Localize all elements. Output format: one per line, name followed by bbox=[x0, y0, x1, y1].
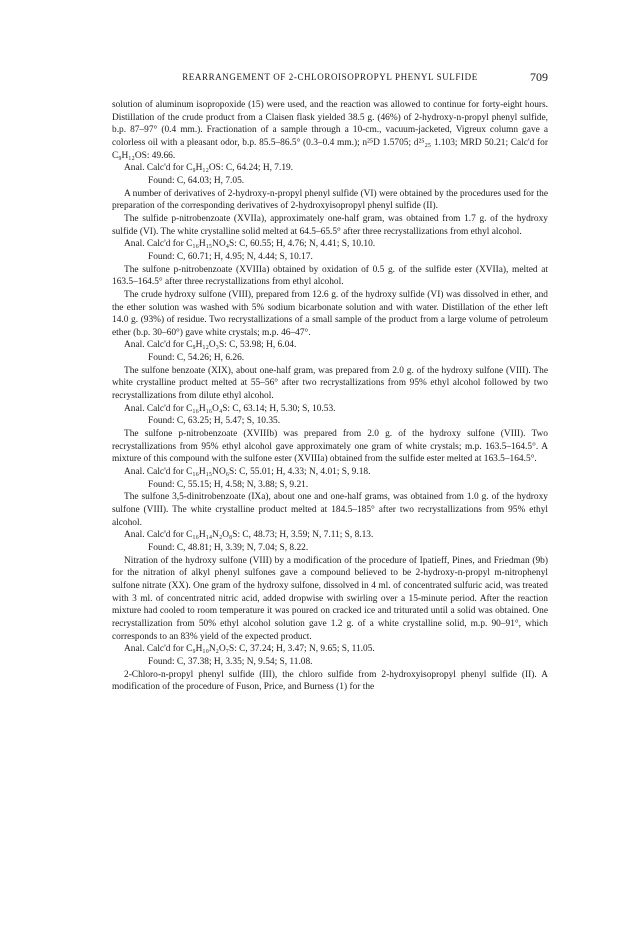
paragraph: Nitration of the hydroxy sulfone (VIII) by a modification of the procedure of Ipatieff, Pines, and Friedman (9b) for the nitration of alkyl phenyl sulfones gave a compound believed to be 2-hydroxy-n-propyl m-nitrophenyl sulfone nitrate (XX). One gram of the hydroxy sulfone, dissolved in 4 ml. of concentrated sulfuric acid, was treated with 3 ml. of concentrated nitric acid, added dropwise with swirling over a 15-minute period. After the reaction mixture had cooled to room temperature it was poured on cracked ice and triturated until a solid was obtained. One recrystallization from 50% ethyl alcohol solution gave 1.2 g. of a white crystalline solid, m.p. 90–91°, which corresponds to an 83% yield of the expected product. bbox=[112, 555, 548, 642]
analysis-found: Found: C, 54.26; H, 6.26. bbox=[148, 353, 245, 364]
analysis-found: Found: C, 64.03; H, 7.05. bbox=[148, 175, 245, 186]
paragraph: The sulfone p-nitrobenzoate (XVIIIb) was prepared from 2.0 g. of the hydroxy sulfone (VIII). Two recrystallizations from 95% ethyl alcohol gave approximately one gram of white crystals; m.p. 163.5–164.5°. A mixture of this compound with the sulfone ester (XVIIIa) obtained from the sulfide ester melted at 163.5–164.5°. bbox=[112, 429, 548, 465]
paragraph: solution of aluminum isopropoxide (15) were used, and the reaction was allowed to continue for forty-eight hours. Distillation of the crude product from a Claisen flask yielded 38.5 g. (46%) of 2-hydroxy-n-propyl phenyl sulfide, b.p. 87–97° (0.4 mm.). Fractionation of a sample through a 10-cm., vacuum-jacketed, Vigreux column gave a colorless oil with a pleasant odor, b.p. 85.5–86.5° (0.3–0.4 mm.); n²⁵D 1.5705; d²⁵₂₅ 1.103; MRD 50.21; Calc'd for C₉H₁₂OS: 49.66. bbox=[112, 100, 548, 161]
analysis-calculated: Anal. Calc'd for C₁₆H₁₆O₄S: C, 63.14; H, 5.30; S, 10.53. bbox=[124, 403, 336, 414]
analysis-calculated: Anal. Calc'd for C₉H₁₂O₃S: C, 53.98; H, 6.04. bbox=[124, 340, 297, 351]
paragraph: The sulfone benzoate (XIX), about one-half gram, was prepared from 2.0 g. of the hydroxy sulfone (VIII). The white crystalline product melted at 55–56° after two recrystallizations from 95% ethyl alcohol followed by two recrystallizations from dilute ethyl alcohol. bbox=[112, 365, 548, 402]
paragraph: The sulfone p-nitrobenzoate (XVIIIa) obtained by oxidation of 0.5 g. of the sulfide ester (XVIIa), melted at 163.5–164.5° after three recrystallizations from ethyl alcohol. bbox=[112, 264, 548, 288]
page-number: 709 bbox=[530, 70, 548, 84]
analysis-found: Found: C, 37.38; H, 3.35; N, 9.54; S, 11.08. bbox=[148, 656, 313, 667]
analysis-found: Found: C, 63.25; H, 5.47; S, 10.35. bbox=[148, 416, 281, 427]
running-head bbox=[112, 72, 548, 82]
analysis-found: Found: C, 48.81; H, 3.39; N, 7.04; S, 8.22. bbox=[148, 542, 309, 553]
analysis-found: Found: C, 55.15; H, 4.58; N, 3.88; S, 9.21. bbox=[148, 479, 309, 490]
paragraph: The crude hydroxy sulfone (VIII), prepared from 12.6 g. of the hydroxy sulfide (VI) was dissolved in ether, and the ether solution was washed with 5% sodium bicarbonate solution and with water. Distillation of the ether left 14.0 g. (93%) of residue. Two recrystallizations of a small sample of the product from a large volume of petroleum ether (b.p. 30–60°) gave white crystals; m.p. 46–47°. bbox=[112, 289, 548, 338]
article-body bbox=[112, 99, 548, 694]
analysis-calculated: Anal. Calc'd for C₉H₁₀N₂O₇S: C, 37.24; H, 3.47; N, 9.65; S, 11.05. bbox=[124, 644, 375, 655]
analysis-calculated: Anal. Calc'd for C₁₆H₁₅NO₄S: C, 60.55; H, 4.76; N, 4.41; S, 10.10. bbox=[124, 239, 376, 250]
paragraph: 2-Chloro-n-propyl phenyl sulfide (III), the chloro sulfide from 2-hydroxyisopropyl phenyl sulfide (II). A modification of the procedure of Fuson, Price, and Burness (1) for the bbox=[112, 669, 548, 693]
paragraph: The sulfone 3,5-dinitrobenzoate (IXa), about one and one-half grams, was obtained from 1.0 g. of the hydroxy sulfone (VIII). The white crystalline product melted at 184.5–185° after two recrystallizations from 95% ethyl alcohol. bbox=[112, 492, 548, 528]
analysis-found: Found: C, 60.71; H, 4.95; N, 4.44; S, 10.17. bbox=[148, 251, 313, 262]
running-head-title: REARRANGEMENT OF 2-CHLOROISOPROPYL PHENYL SULFIDE bbox=[182, 72, 478, 82]
paragraph: A number of derivatives of 2-hydroxy-n-propyl phenyl sulfide (VI) were obtained by the procedures used for the preparation of the corresponding derivatives of 2-hydroxyisopropyl phenyl sulfide (II). bbox=[112, 188, 548, 212]
analysis-calculated: Anal. Calc'd for C₁₆H₁₄N₂O₈S: C, 48.73; H, 3.59; N, 7.11; S, 8.13. bbox=[124, 530, 374, 541]
analysis-calculated: Anal. Calc'd for C₁₆H₁₅NO₆S: C, 55.01; H, 4.33; N, 4.01; S, 9.18. bbox=[124, 467, 371, 478]
analysis-calculated: Anal. Calc'd for C₉H₁₂OS: C, 64.24; H, 7.19. bbox=[124, 163, 294, 174]
paragraph: The sulfide p-nitrobenzoate (XVIIa), approximately one-half gram, was obtained from 1.7 g. of the hydroxy sulfide (VI). The white crystalline solid melted at 64.5–65.5° after three recrystallizations from ethyl alcohol. bbox=[112, 213, 548, 237]
